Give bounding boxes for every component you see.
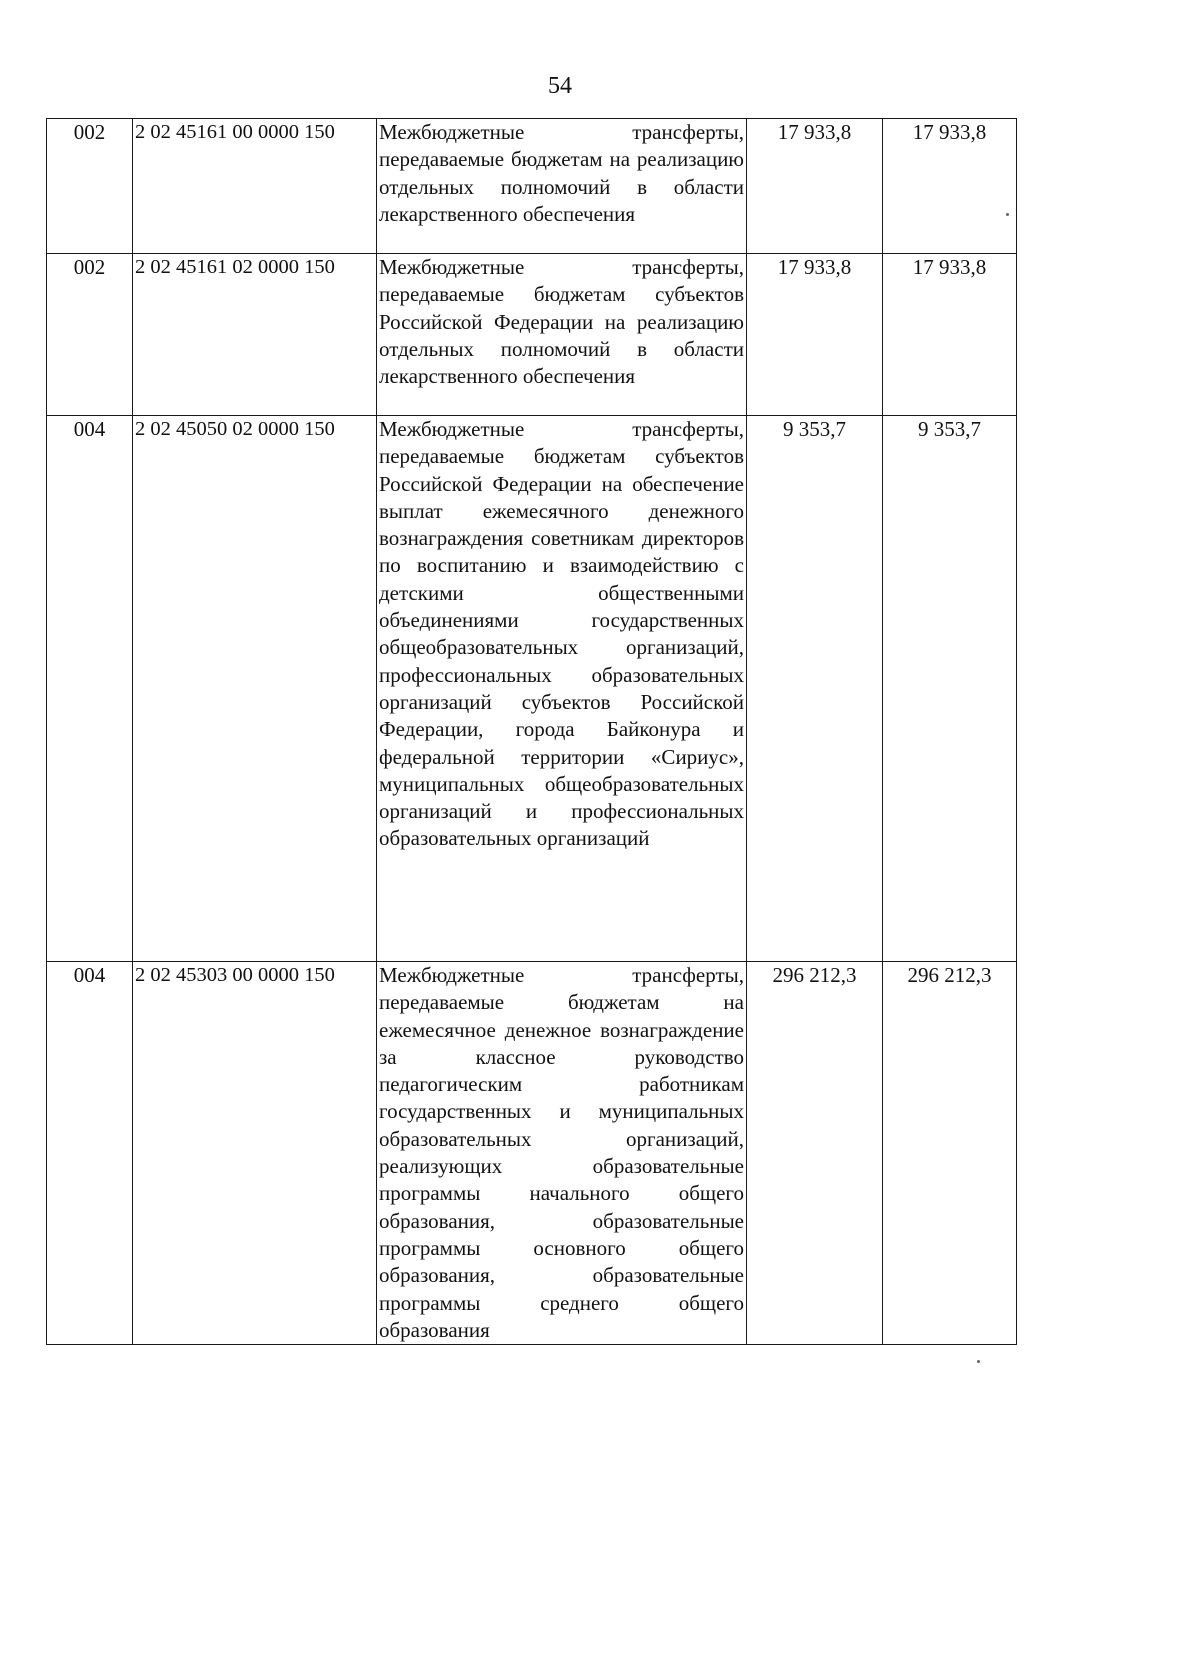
description-cell: Межбюджетные трансферты, передаваемые бюджетам субъектов Российской Федерации на реализацию отдельных полномочий в области лекарственного обеспечения [377, 254, 747, 416]
page-number: 54 [548, 73, 572, 99]
budget-code-cell: 2 02 45050 02 0000 150 [133, 416, 377, 962]
admin-code-cell: 002 [47, 254, 133, 416]
amount-cell: 17 933,8 [747, 254, 883, 416]
amount-cell: 9 353,7 [883, 416, 1017, 962]
budget-code-cell: 2 02 45303 00 0000 150 [133, 962, 377, 1345]
table-row [47, 119, 1017, 254]
amount-cell: 17 933,8 [747, 119, 883, 254]
table-row [47, 962, 1017, 1345]
description-cell: Межбюджетные трансферты, передаваемые бюджетам на реализацию отдельных полномочий в области лекарственного обеспечения [377, 119, 747, 254]
admin-code-cell: 004 [47, 416, 133, 962]
budget-code-cell: 2 02 45161 02 0000 150 [133, 254, 377, 416]
amount-cell: 17 933,8 [883, 119, 1017, 254]
budget-code-cell: 2 02 45161 00 0000 150 [133, 119, 377, 254]
description-cell: Межбюджетные трансферты, передаваемые бюджетам на ежемесячное денежное вознаграждение за классное руководство педагогическим работникам государственных и муниципальных образовательных организаций, реализующих образовательные программы начального общего образования, образовательные программы основного общего образования, образовательные программы среднего общего образования [377, 962, 747, 1345]
amount-cell: 17 933,8 [883, 254, 1017, 416]
scan-speck [1006, 213, 1009, 216]
amount-cell: 9 353,7 [747, 416, 883, 962]
scan-speck [977, 1360, 980, 1363]
description-cell: Межбюджетные трансферты, передаваемые бюджетам субъектов Российской Федерации на обеспечение выплат ежемесячного денежного вознаграждения советникам директоров по воспитанию и взаимодействию с детскими общественными объединениями государственных общеобразовательных организаций, профессиональных образовательных организаций субъектов Российской Федерации, города Байконура и федеральной территории «Сириус», муниципальных общеобразовательных организаций и профессиональных образовательных организаций [377, 416, 747, 962]
amount-cell: 296 212,3 [747, 962, 883, 1345]
admin-code-cell: 004 [47, 962, 133, 1345]
table-row [47, 254, 1017, 416]
admin-code-cell: 002 [47, 119, 133, 254]
amount-cell: 296 212,3 [883, 962, 1017, 1345]
table-row [47, 416, 1017, 962]
budget-table [46, 118, 1017, 1345]
